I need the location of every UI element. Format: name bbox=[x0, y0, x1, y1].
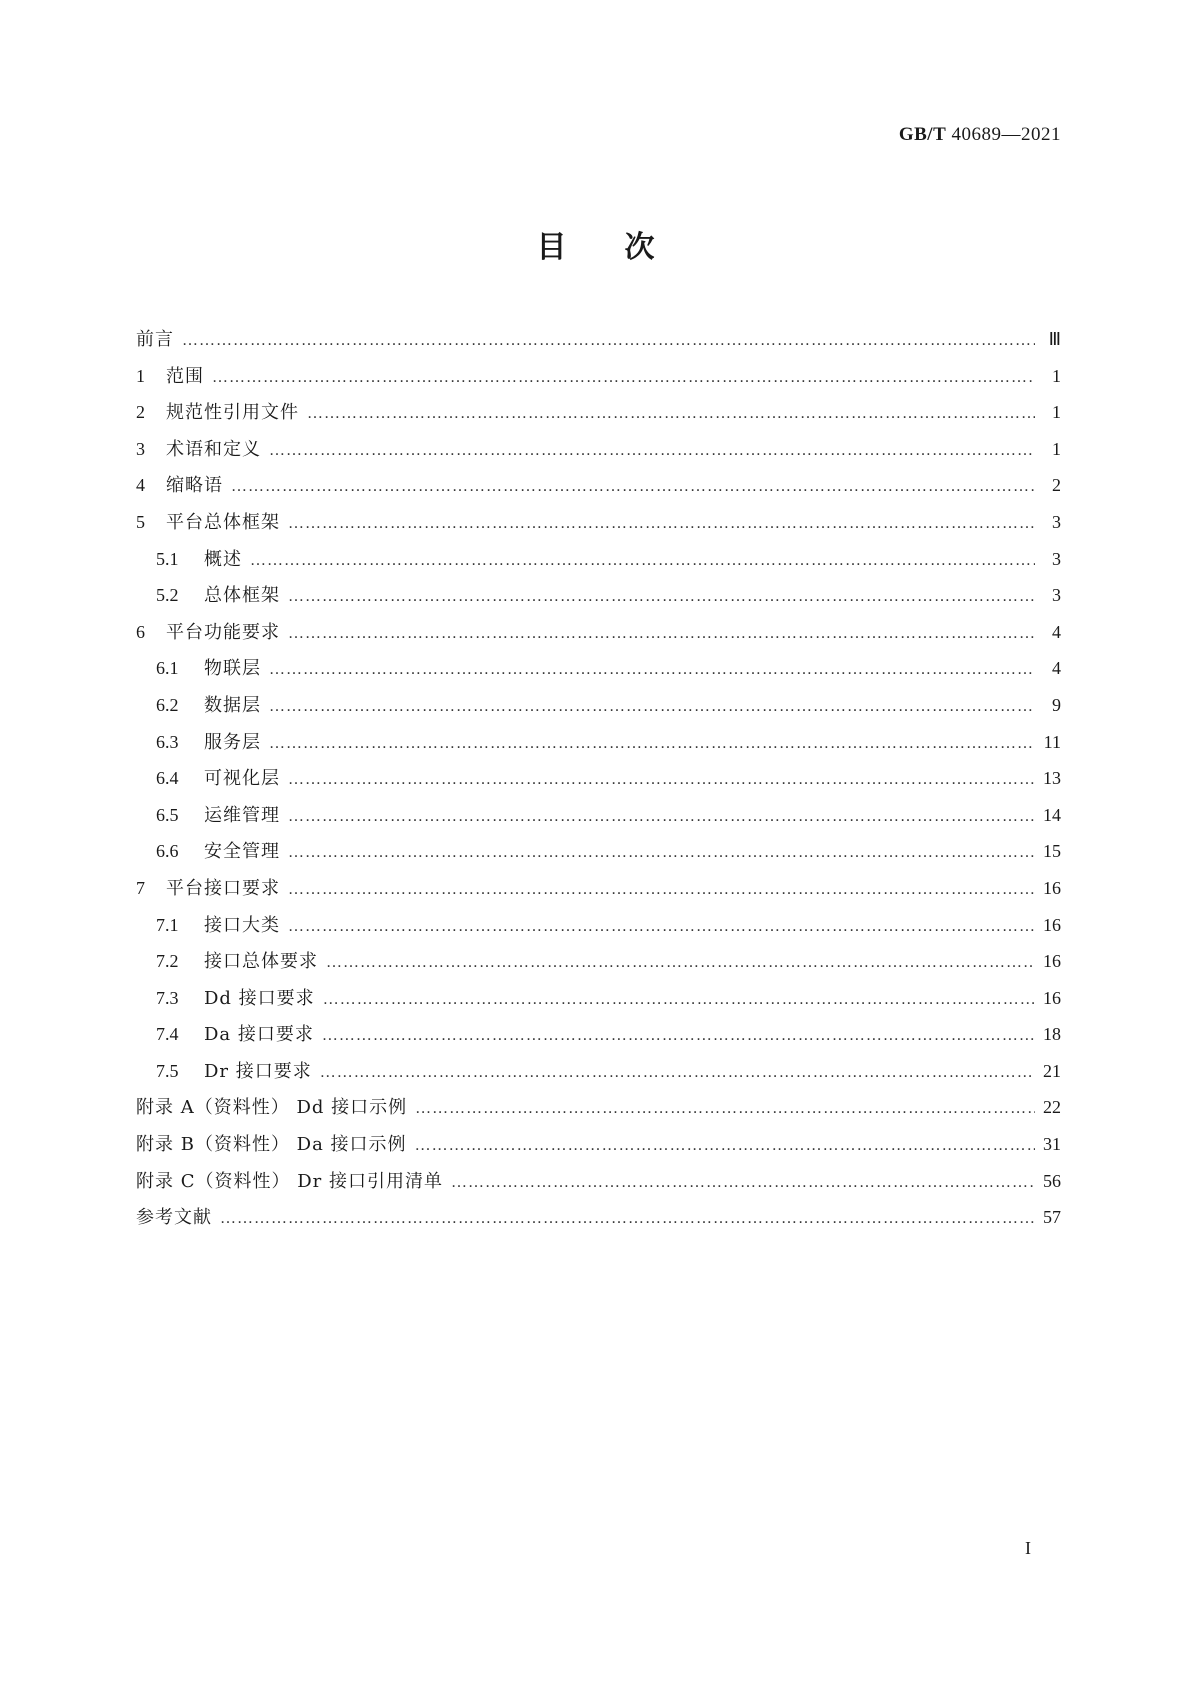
toc-dot-leader bbox=[288, 881, 1035, 899]
toc-entry-page: 2 bbox=[1052, 475, 1061, 496]
toc-entry-number: 5.2 bbox=[156, 585, 179, 606]
toc-entry-page: 31 bbox=[1043, 1134, 1061, 1155]
toc-entry-label: 范围 bbox=[166, 365, 204, 387]
page-number: I bbox=[1025, 1538, 1031, 1558]
toc-entry-page: 4 bbox=[1052, 658, 1061, 679]
toc-entry[interactable] bbox=[136, 325, 1061, 362]
toc-entry[interactable] bbox=[136, 1020, 1061, 1057]
toc-dot-leader bbox=[288, 515, 1035, 533]
toc-entry-number: 6.1 bbox=[156, 658, 179, 679]
toc-entry-number: 6.3 bbox=[156, 731, 179, 752]
toc-dot-leader bbox=[269, 735, 1035, 753]
toc-entry[interactable] bbox=[136, 874, 1061, 911]
toc-entry[interactable] bbox=[136, 1057, 1061, 1094]
toc-entry-page: 1 bbox=[1052, 365, 1061, 386]
toc-entry-label: 接口大类 bbox=[204, 914, 280, 936]
toc-entry-page: 16 bbox=[1043, 951, 1061, 972]
toc-dot-leader bbox=[250, 552, 1035, 570]
toc-entry-page: 1 bbox=[1052, 402, 1061, 423]
toc-dot-leader bbox=[269, 442, 1035, 460]
standard-code bbox=[899, 124, 1061, 146]
toc-dot-leader bbox=[269, 661, 1035, 679]
toc-entry[interactable] bbox=[136, 837, 1061, 874]
toc-entry[interactable] bbox=[136, 728, 1061, 765]
toc-entry[interactable] bbox=[136, 362, 1061, 399]
toc-entry-number: 6.4 bbox=[156, 768, 179, 789]
toc-entry-label: 规范性引用文件 bbox=[166, 402, 299, 424]
toc-entry-label: 附录 B（资料性） Da 接口示例 bbox=[136, 1134, 407, 1156]
toc-entry-page: 21 bbox=[1043, 1060, 1061, 1081]
toc-entry[interactable] bbox=[136, 471, 1061, 508]
toc-entry-number: 7.5 bbox=[156, 1060, 179, 1081]
toc-entry-label: 可视化层 bbox=[204, 768, 280, 790]
toc-entry-page: 1 bbox=[1052, 438, 1061, 459]
toc-entry-label: 缩略语 bbox=[166, 475, 223, 497]
toc-entry[interactable] bbox=[136, 1093, 1061, 1130]
toc-entry[interactable] bbox=[136, 947, 1061, 984]
toc-entry-number: 6.2 bbox=[156, 694, 179, 715]
toc-dot-leader bbox=[288, 918, 1035, 936]
toc-entry-label: 平台总体框架 bbox=[166, 511, 280, 533]
toc-dot-leader bbox=[288, 588, 1035, 606]
toc-entry-label: 概述 bbox=[204, 548, 242, 570]
toc-entry[interactable] bbox=[136, 435, 1061, 472]
toc-entry-number: 5 bbox=[136, 511, 145, 532]
toc-entry[interactable] bbox=[136, 984, 1061, 1021]
toc-entry-page: 3 bbox=[1052, 511, 1061, 532]
toc-entry-label: 参考文献 bbox=[136, 1207, 212, 1229]
toc-entry-label: Dd 接口要求 bbox=[204, 987, 315, 1009]
toc-entry-number: 4 bbox=[136, 475, 145, 496]
toc-entry-label: Da 接口要求 bbox=[204, 1024, 314, 1046]
toc-entry-page: 22 bbox=[1043, 1097, 1061, 1118]
toc-entry-number: 7.4 bbox=[156, 1024, 179, 1045]
toc-entry-page: 3 bbox=[1052, 548, 1061, 569]
toc-entry-page: 16 bbox=[1043, 914, 1061, 935]
toc-entry[interactable] bbox=[136, 1167, 1061, 1204]
toc-entry-label: 前言 bbox=[136, 329, 174, 350]
toc-entry-number: 5.1 bbox=[156, 548, 179, 569]
toc-entry[interactable] bbox=[136, 545, 1061, 582]
toc-entry-label: 服务层 bbox=[204, 731, 261, 753]
toc-entry[interactable] bbox=[136, 1203, 1061, 1240]
toc-dot-leader bbox=[288, 625, 1035, 643]
toc-entry[interactable] bbox=[136, 911, 1061, 948]
toc-entry-label: 运维管理 bbox=[204, 804, 280, 826]
toc-entry-number: 7.2 bbox=[156, 951, 179, 972]
toc-entry-number: 1 bbox=[136, 365, 145, 386]
toc-entry-number: 2 bbox=[136, 402, 145, 423]
toc-dot-leader bbox=[288, 808, 1035, 826]
toc-entry-number: 6 bbox=[136, 621, 145, 642]
toc-dot-leader bbox=[326, 954, 1035, 972]
toc-entry-number: 3 bbox=[136, 438, 145, 459]
toc-dot-leader bbox=[212, 369, 1035, 387]
toc-dot-leader bbox=[288, 771, 1035, 789]
toc-dot-leader bbox=[320, 1064, 1035, 1082]
toc-dot-leader bbox=[415, 1137, 1035, 1155]
toc-dot-leader bbox=[322, 1027, 1035, 1045]
toc-entry-number: 7 bbox=[136, 877, 145, 898]
toc-dot-leader bbox=[307, 405, 1035, 423]
toc-dot-leader bbox=[451, 1174, 1035, 1192]
toc-entry[interactable] bbox=[136, 764, 1061, 801]
toc-entry-page: 13 bbox=[1043, 768, 1061, 789]
toc-entry[interactable] bbox=[136, 691, 1061, 728]
toc-entry-page: Ⅲ bbox=[1048, 329, 1061, 349]
toc-entry-label: 平台功能要求 bbox=[166, 621, 280, 643]
toc-entry-label: 数据层 bbox=[204, 694, 261, 716]
toc-entry[interactable] bbox=[136, 801, 1061, 838]
toc-entry[interactable] bbox=[136, 1130, 1061, 1167]
toc-entry-page: 57 bbox=[1043, 1207, 1061, 1228]
toc-entry-number: 6.6 bbox=[156, 841, 179, 862]
toc-entry[interactable] bbox=[136, 654, 1061, 691]
standard-prefix: GB/T bbox=[898, 124, 947, 145]
toc-dot-leader bbox=[323, 991, 1035, 1009]
toc-entry-page: 15 bbox=[1043, 841, 1061, 862]
toc-dot-leader bbox=[269, 698, 1035, 716]
standard-number: 40689—2021 bbox=[951, 124, 1061, 145]
toc-entry-page: 9 bbox=[1052, 694, 1061, 715]
toc-entry-label: 总体框架 bbox=[204, 585, 280, 607]
toc-entry-number: 6.5 bbox=[156, 804, 179, 825]
toc-entry-page: 3 bbox=[1052, 585, 1061, 606]
toc-entry-label: 附录 C（资料性） Dr 接口引用清单 bbox=[136, 1170, 443, 1192]
toc-entry-label: 术语和定义 bbox=[166, 438, 261, 460]
toc-entry-page: 16 bbox=[1043, 987, 1061, 1008]
toc-entry-number: 7.1 bbox=[156, 914, 179, 935]
toc-entry-page: 14 bbox=[1043, 804, 1061, 825]
toc-entry[interactable] bbox=[136, 398, 1061, 435]
toc-entry-label: 平台接口要求 bbox=[166, 877, 280, 899]
toc-entry[interactable] bbox=[136, 508, 1061, 545]
toc-dot-leader bbox=[182, 332, 1035, 350]
toc-entry-label: 附录 A（资料性） Dd 接口示例 bbox=[136, 1097, 408, 1119]
page-title: 目次 bbox=[536, 230, 713, 265]
toc-entry-page: 16 bbox=[1043, 877, 1061, 898]
toc-entry[interactable] bbox=[136, 618, 1061, 655]
toc-entry-page: 11 bbox=[1043, 731, 1061, 752]
toc-entry-label: 安全管理 bbox=[204, 841, 280, 863]
toc-entry-label: 物联层 bbox=[204, 658, 261, 680]
toc-entry-number: 7.3 bbox=[156, 987, 179, 1008]
table-of-contents bbox=[136, 325, 1061, 1240]
toc-entry[interactable] bbox=[136, 581, 1061, 618]
toc-entry-page: 56 bbox=[1043, 1170, 1061, 1191]
toc-entry-page: 18 bbox=[1043, 1024, 1061, 1045]
toc-entry-page: 4 bbox=[1052, 621, 1061, 642]
toc-dot-leader bbox=[231, 478, 1035, 496]
toc-entry-label: 接口总体要求 bbox=[204, 951, 318, 973]
toc-dot-leader bbox=[288, 844, 1035, 862]
toc-dot-leader bbox=[415, 1100, 1035, 1118]
toc-dot-leader bbox=[220, 1210, 1035, 1228]
toc-entry-label: Dr 接口要求 bbox=[204, 1060, 312, 1082]
